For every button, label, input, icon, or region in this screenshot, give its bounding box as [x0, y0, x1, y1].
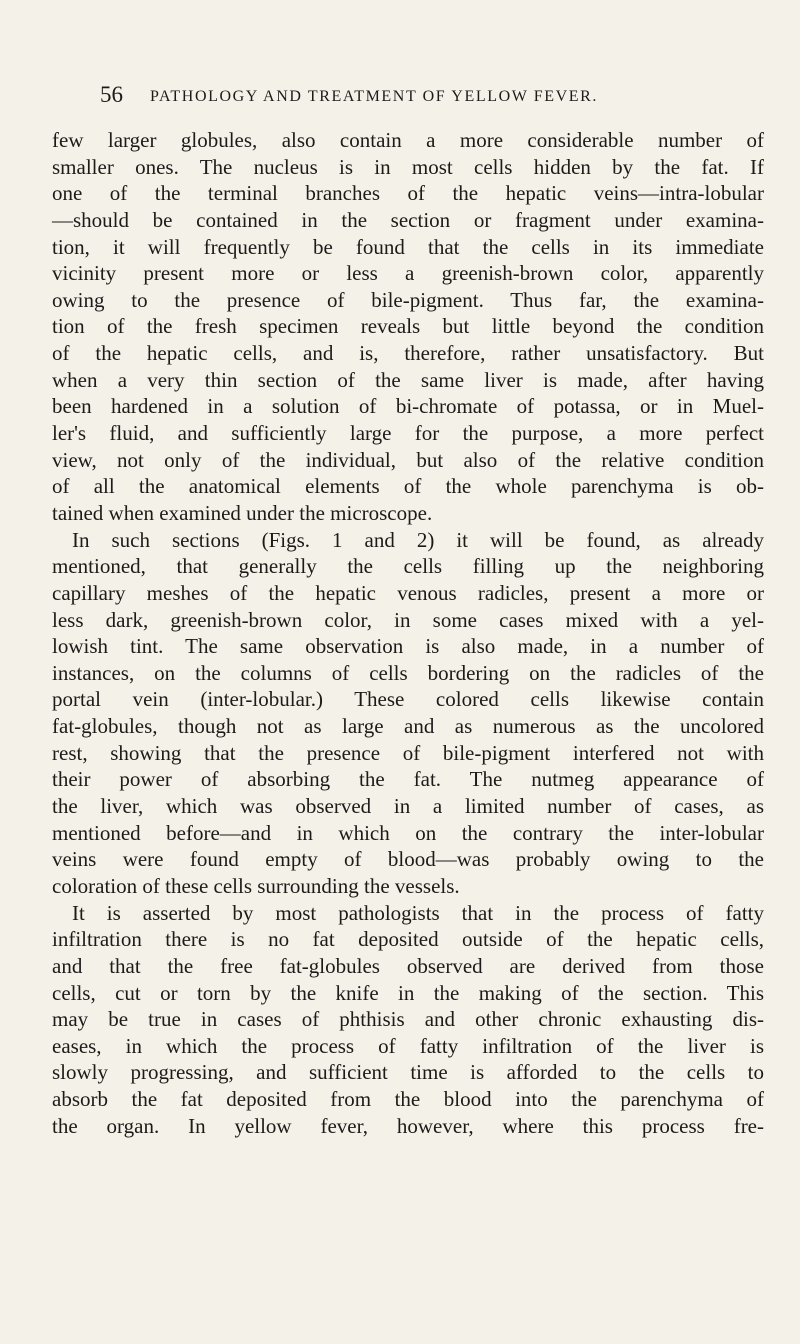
text-line: few larger globules, also contain a more considerable number of — [52, 128, 764, 152]
text-line: vicinity present more or less a greenish-brown color, apparently — [52, 261, 764, 286]
text-line: It is asserted by most pathologists that in the process of fatty — [72, 900, 764, 925]
text-line: mentioned before—and in which on the contrary the inter-lobular — [52, 820, 764, 845]
text-line: smaller ones. The nucleus is in most cells hidden by the fat. If — [52, 154, 764, 179]
text-line: instances, on the columns of cells bordering on the radicles of the — [52, 660, 764, 685]
text-line: coloration of these cells surrounding the vessels. — [52, 873, 460, 898]
text-line: of all the anatomical elements of the whole parenchyma is ob- — [52, 474, 764, 499]
text-line: may be true in cases of phthisis and other chronic exhausting dis- — [52, 1007, 764, 1032]
text-line: rest, showing that the presence of bile-pigment interfered not with — [52, 740, 764, 765]
text-line: mentioned, that generally the cells filling up the neighboring — [52, 554, 764, 579]
text-line: owing to the presence of bile-pigment. Thus far, the examina- — [52, 287, 764, 312]
text-line: their power of absorbing the fat. The nutmeg appearance of — [52, 767, 764, 792]
text-line: ler's fluid, and sufficiently large for the purpose, a more perfect — [52, 421, 764, 446]
text-line: —should be contained in the section or fragment under examina- — [52, 207, 764, 232]
text-line: and that the free fat-globules observed are derived from those — [52, 953, 764, 978]
body-text — [52, 127, 764, 1139]
text-line: of the hepatic cells, and is, therefore, rather unsatisfactory. But — [52, 341, 764, 366]
text-line: one of the terminal branches of the hepatic veins—intra-lobular — [52, 181, 764, 206]
running-head: PATHOLOGY AND TREATMENT OF YELLOW FEVER. — [150, 88, 599, 105]
text-line: slowly progressing, and sufficient time is afforded to the cells to — [52, 1060, 764, 1085]
text-line: tion of the fresh specimen reveals but little beyond the condition — [52, 314, 764, 339]
text-line: tained when examined under the microscope. — [52, 500, 433, 525]
text-line: cells, cut or torn by the knife in the making of the section. This — [52, 980, 764, 1005]
text-line: fat-globules, though not as large and as numerous as the uncolored — [52, 714, 764, 739]
text-line: capillary meshes of the hepatic venous radicles, present a more or — [52, 580, 764, 605]
text-line: eases, in which the process of fatty infiltration of the liver is — [52, 1033, 764, 1058]
text-line: less dark, greenish-brown color, in some cases mixed with a yel- — [52, 607, 764, 632]
text-line: lowish tint. The same observation is also made, in a number of — [52, 634, 764, 659]
text-line: infiltration there is no fat deposited outside of the hepatic cells, — [52, 927, 764, 952]
text-line: In such sections (Figs. 1 and 2) it will be found, as already — [72, 527, 764, 552]
text-line: the organ. In yellow fever, however, where this process fre- — [52, 1113, 764, 1138]
text-line: tion, it will frequently be found that the cells in its immediate — [52, 234, 764, 259]
text-line: when a very thin section of the same liver is made, after having — [52, 367, 764, 392]
text-line: portal vein (inter-lobular.) These colored cells likewise contain — [52, 687, 764, 712]
text-line: veins were found empty of blood—was probably owing to the — [52, 847, 764, 872]
text-line: absorb the fat deposited from the blood into the parenchyma of — [52, 1087, 764, 1112]
text-line: been hardened in a solution of bi-chromate of potassa, or in Muel- — [52, 394, 764, 419]
text-line: view, not only of the individual, but also of the relative condition — [52, 447, 764, 472]
page-header — [100, 82, 790, 122]
text-line: the liver, which was observed in a limited number of cases, as — [52, 794, 764, 819]
page-number: 56 — [100, 82, 123, 107]
